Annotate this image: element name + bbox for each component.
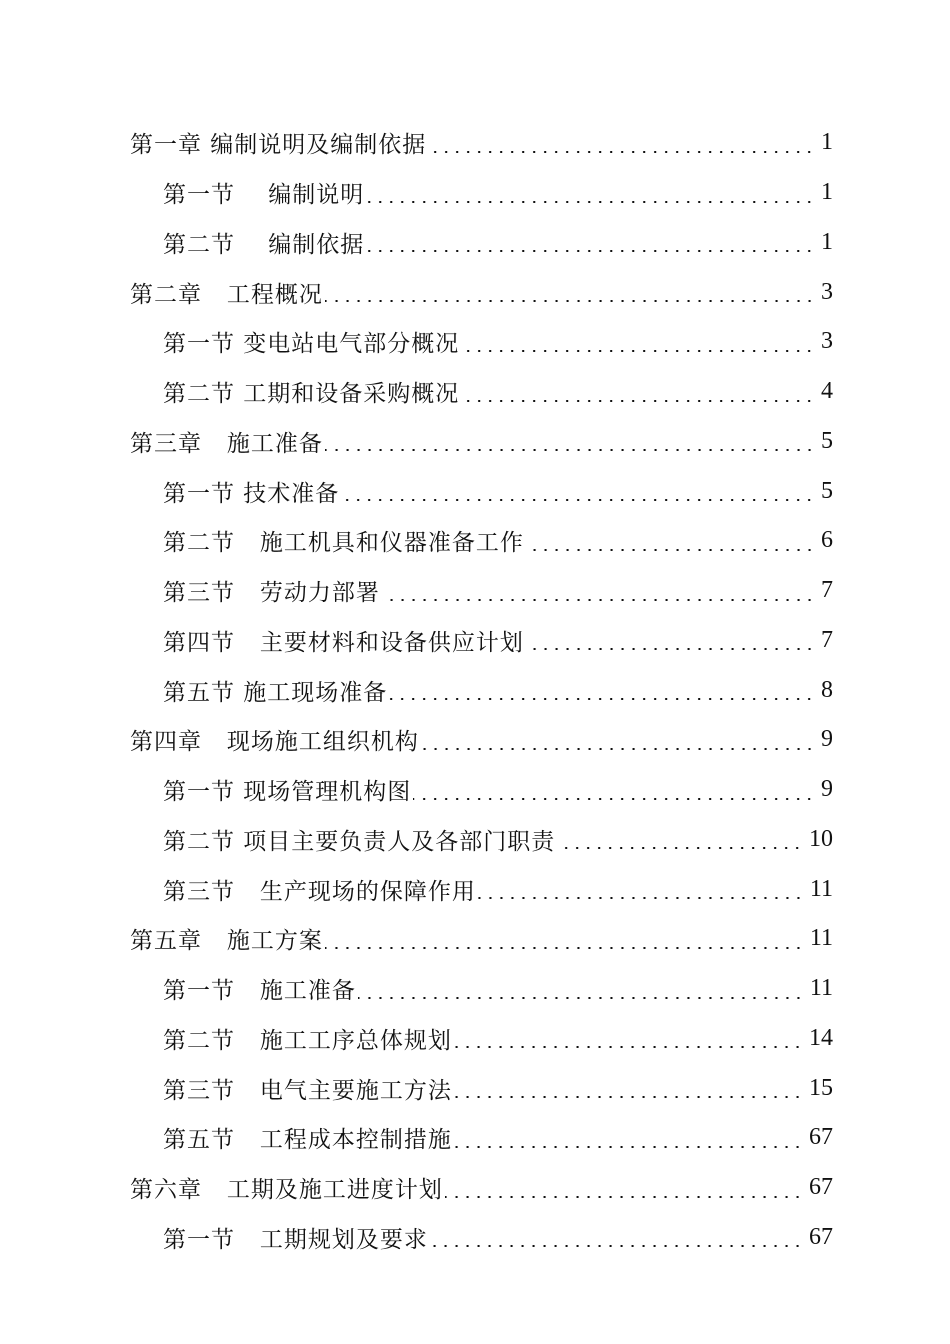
toc-entry-page-number: 7 (821, 626, 833, 653)
toc-entry-page-number: 3 (821, 278, 833, 305)
toc-entry-page-number: 7 (821, 577, 833, 604)
toc-section-entry[interactable] (0, 516, 950, 566)
dot-leader (454, 1046, 803, 1048)
toc-chapter-entry[interactable] (0, 1163, 950, 1213)
dot-leader (428, 151, 815, 153)
dot-leader (461, 400, 815, 402)
dot-leader (430, 1245, 803, 1247)
toc-section-entry[interactable] (0, 317, 950, 367)
toc-entry-page-number: 5 (821, 427, 833, 454)
dot-leader (413, 798, 815, 800)
dot-leader (557, 847, 803, 849)
toc-section-entry[interactable] (0, 1213, 950, 1263)
toc-entry-title: 第一章 编制说明及编制依据 (130, 132, 427, 159)
dot-leader (341, 499, 815, 501)
toc-entry-page-number: 8 (821, 676, 833, 703)
dot-leader (366, 250, 815, 252)
toc-entry-title: 第六章 工期及施工进度计划 (130, 1177, 443, 1204)
toc-entry-title: 第一节 施工准备 (163, 978, 356, 1005)
toc-entry-title: 第二节 工期和设备采购概况 (163, 381, 460, 408)
toc-entry-title: 第二节 项目主要负责人及各部门职责 (163, 828, 556, 855)
toc-chapter-entry[interactable] (0, 417, 950, 467)
toc-entry-page-number: 3 (821, 328, 833, 355)
toc-entry-page-number: 5 (821, 477, 833, 504)
dot-leader (325, 947, 804, 949)
toc-entry-title: 第一节 编制说明 (163, 182, 365, 209)
toc-section-entry[interactable] (0, 566, 950, 616)
dot-leader (382, 599, 815, 601)
toc-entry-page-number: 1 (821, 129, 833, 156)
toc-entry-page-number: 67 (809, 1223, 833, 1250)
dot-leader (389, 698, 815, 700)
toc-entry-title: 第二章 工程概况 (130, 281, 323, 308)
toc-entry-title: 第一节 技术准备 (163, 480, 340, 507)
toc-chapter-entry[interactable] (0, 914, 950, 964)
toc-entry-page-number: 15 (809, 1074, 833, 1101)
dot-leader (358, 997, 804, 999)
toc-entry-page-number: 6 (821, 527, 833, 554)
toc-entry-title: 第三节 生产现场的保障作用 (163, 878, 476, 905)
toc-entry-title: 第一节 变电站电气部分概况 (163, 331, 460, 358)
toc-entry-title: 第三节 电气主要施工方法 (163, 1077, 452, 1104)
toc-entry-title: 第五章 施工方案 (130, 928, 323, 955)
toc-entry-title: 第五节 施工现场准备 (163, 679, 388, 706)
dot-leader (366, 201, 815, 203)
toc-chapter-entry[interactable] (0, 267, 950, 317)
toc-chapter-entry[interactable] (0, 715, 950, 765)
toc-section-entry[interactable] (0, 1113, 950, 1163)
dot-leader (454, 1146, 803, 1148)
toc-entry-title: 第四节 主要材料和设备供应计划 (163, 629, 524, 656)
dot-leader (526, 648, 815, 650)
toc-section-entry[interactable] (0, 1063, 950, 1113)
toc-section-entry[interactable] (0, 864, 950, 914)
toc-entry-title: 第二节 编制依据 (163, 231, 365, 258)
toc-section-entry[interactable] (0, 815, 950, 865)
dot-leader (478, 897, 804, 899)
table-of-contents (0, 118, 950, 1262)
toc-chapter-entry[interactable] (0, 118, 950, 168)
toc-entry-page-number: 67 (809, 1174, 833, 1201)
toc-entry-page-number: 1 (821, 228, 833, 255)
toc-entry-title: 第五节 工程成本控制措施 (163, 1127, 452, 1154)
toc-section-entry[interactable] (0, 168, 950, 218)
toc-entry-page-number: 9 (821, 776, 833, 803)
dot-leader (325, 300, 815, 302)
toc-section-entry[interactable] (0, 616, 950, 666)
toc-section-entry[interactable] (0, 964, 950, 1014)
toc-section-entry[interactable] (0, 367, 950, 417)
toc-entry-page-number: 10 (809, 825, 833, 852)
dot-leader (445, 1196, 803, 1198)
toc-section-entry[interactable] (0, 765, 950, 815)
dot-leader (454, 1096, 803, 1098)
toc-section-entry[interactable] (0, 1014, 950, 1064)
toc-section-entry[interactable] (0, 665, 950, 715)
toc-entry-page-number: 4 (821, 378, 833, 405)
toc-entry-page-number: 9 (821, 726, 833, 753)
toc-entry-title: 第三章 施工准备 (130, 430, 323, 457)
toc-entry-page-number: 14 (809, 1024, 833, 1051)
toc-section-entry[interactable] (0, 218, 950, 268)
toc-entry-title: 第一节 工期规划及要求 (163, 1226, 428, 1253)
toc-entry-title: 第三节 劳动力部署 (163, 580, 380, 607)
toc-entry-page-number: 11 (809, 875, 833, 902)
toc-entry-title: 第二节 施工工序总体规划 (163, 1027, 452, 1054)
toc-section-entry[interactable] (0, 466, 950, 516)
dot-leader (526, 549, 815, 551)
toc-entry-title: 第四章 现场施工组织机构 (130, 729, 419, 756)
dot-leader (461, 350, 815, 352)
toc-entry-page-number: 67 (809, 1124, 833, 1151)
dot-leader (421, 748, 815, 750)
toc-entry-page-number: 11 (809, 975, 833, 1002)
toc-entry-page-number: 1 (821, 179, 833, 206)
toc-entry-page-number: 11 (809, 925, 833, 952)
dot-leader (325, 449, 815, 451)
toc-entry-title: 第一节 现场管理机构图 (163, 779, 412, 806)
toc-entry-title: 第二节 施工机具和仪器准备工作 (163, 530, 524, 557)
